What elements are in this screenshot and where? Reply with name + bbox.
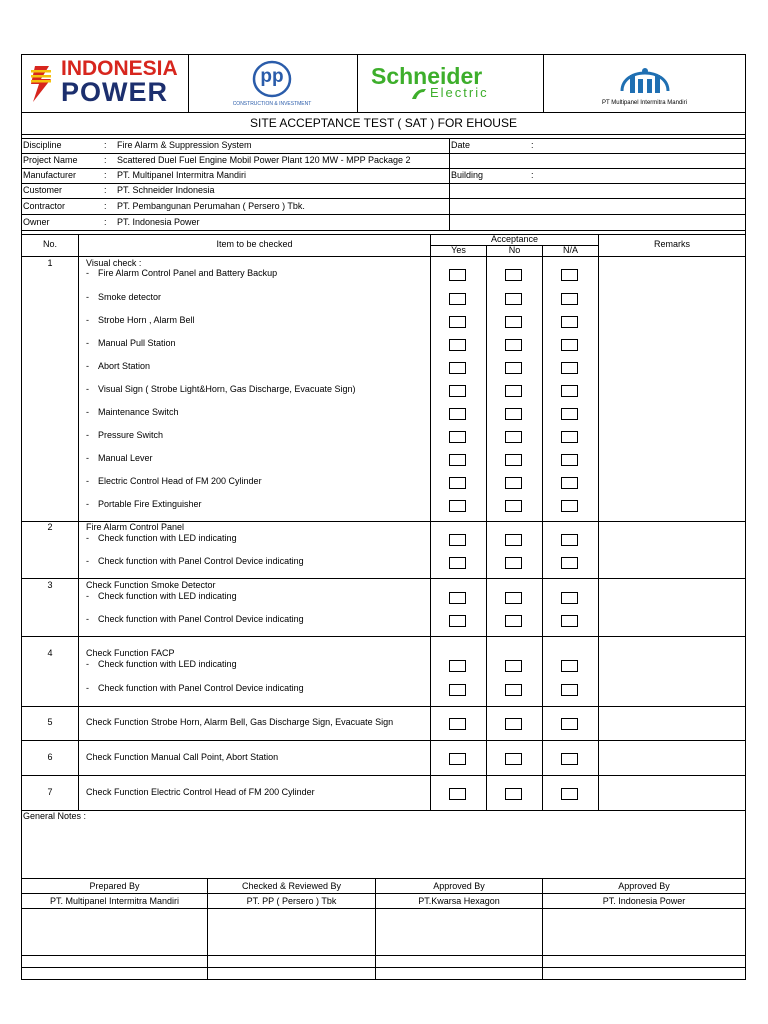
customer-value[interactable]: PT. Schneider Indonesia xyxy=(117,185,215,195)
checkbox-yes[interactable] xyxy=(449,660,466,672)
discipline-value[interactable]: Fire Alarm & Suppression System xyxy=(117,140,252,150)
checkbox-na[interactable] xyxy=(561,293,578,305)
date-value[interactable] xyxy=(540,140,740,151)
manufacturer-label: Manufacturer xyxy=(23,170,77,180)
checkbox-yes[interactable] xyxy=(449,534,466,546)
checkbox-yes[interactable] xyxy=(449,339,466,351)
general-notes-label: General Notes : xyxy=(23,811,87,821)
check-item: Check function with LED indicating xyxy=(98,533,237,543)
check-item: Visual Sign ( Strobe Light&Horn, Gas Discharge, Evacuate Sign) xyxy=(98,384,356,394)
mim-emblem-icon xyxy=(616,57,674,97)
bullet-dash: - xyxy=(86,268,89,278)
checkbox-na[interactable] xyxy=(561,500,578,512)
section-number: 7 xyxy=(47,787,53,797)
check-item: Electric Control Head of FM 200 Cylinder xyxy=(98,476,262,486)
checkbox-na[interactable] xyxy=(561,408,578,420)
section-number: 1 xyxy=(47,258,53,268)
checkbox-na[interactable] xyxy=(561,477,578,489)
signature-field-checked[interactable] xyxy=(208,909,375,955)
check-item: Smoke detector xyxy=(98,292,162,302)
bullet-dash: - xyxy=(86,315,89,325)
building-label: Building xyxy=(451,170,484,180)
lightning-icon xyxy=(29,64,55,104)
check-item: Manual Pull Station xyxy=(98,338,176,348)
general-notes-area[interactable] xyxy=(22,824,745,877)
bullet-dash: - xyxy=(86,659,89,669)
checkbox-no[interactable] xyxy=(505,788,522,800)
checkbox-yes[interactable] xyxy=(449,557,466,569)
remarks-cell[interactable] xyxy=(600,384,743,397)
discipline-label: Discipline xyxy=(23,140,62,150)
remarks-cell[interactable] xyxy=(600,499,743,512)
bullet-dash: - xyxy=(86,476,89,486)
manufacturer-value[interactable]: PT. Multipanel Intermitra Mandiri xyxy=(117,170,247,180)
schneider-logo xyxy=(357,54,542,112)
remarks-cell[interactable] xyxy=(600,683,743,696)
checkbox-yes[interactable] xyxy=(449,788,466,800)
header-no: No. xyxy=(42,239,57,249)
header-item: Item to be checked xyxy=(216,239,293,249)
checkbox-yes[interactable] xyxy=(449,408,466,420)
contractor-label: Contractor xyxy=(23,201,66,211)
header-no-option: No xyxy=(508,245,521,255)
bullet-dash: - xyxy=(86,614,89,624)
bullet-dash: - xyxy=(86,591,89,601)
company-approved-2: PT. Indonesia Power xyxy=(602,896,686,906)
checkbox-na[interactable] xyxy=(561,660,578,672)
checkbox-yes[interactable] xyxy=(449,718,466,730)
checkbox-no[interactable] xyxy=(505,408,522,420)
signature-field-prepared[interactable] xyxy=(22,909,207,955)
check-item: Check function with Panel Control Device indicating xyxy=(98,614,304,624)
checkbox-yes[interactable] xyxy=(449,500,466,512)
signature-field-approved-2[interactable] xyxy=(543,909,745,955)
owner-value[interactable]: PT. Indonesia Power xyxy=(117,217,200,227)
role-approved-by-2: Approved By xyxy=(618,881,670,891)
checkbox-yes[interactable] xyxy=(449,454,466,466)
checkbox-yes[interactable] xyxy=(449,385,466,397)
pp-tagline: CONSTRUCTION & INVESTMENT xyxy=(232,101,312,107)
section-title: Check Function Smoke Detector xyxy=(86,580,216,590)
electric-text: Electric xyxy=(430,85,489,100)
company-checked: PT. PP ( Persero ) Tbk xyxy=(246,896,337,906)
mim-caption: PT Multipanel Intermitra Mandiri xyxy=(602,100,687,106)
header-logo-row xyxy=(21,54,746,112)
customer-label: Customer xyxy=(23,185,63,195)
project-name-value[interactable]: Scattered Duel Fuel Engine Mobil Power Plant 120 MW - MPP Package 2 xyxy=(117,155,411,165)
header-acceptance: Acceptance xyxy=(490,234,539,244)
bullet-dash: - xyxy=(86,292,89,302)
check-item: Portable Fire Extinguisher xyxy=(98,499,202,509)
company-approved-1: PT.Kwarsa Hexagon xyxy=(418,896,500,906)
checkbox-yes[interactable] xyxy=(449,477,466,489)
bullet-dash: - xyxy=(86,338,89,348)
section-title: Check Function Manual Call Point, Abort Station xyxy=(86,752,279,762)
remarks-cell[interactable] xyxy=(600,476,743,489)
section-title: Check Function Strobe Horn, Alarm Bell, Gas Discharge Sign, Evacuate Sign xyxy=(86,717,394,727)
building-value[interactable] xyxy=(540,170,740,181)
remarks-cell[interactable] xyxy=(600,659,743,672)
checkbox-no[interactable] xyxy=(505,753,522,765)
checkbox-no[interactable] xyxy=(505,431,522,443)
remarks-cell[interactable] xyxy=(600,717,743,730)
check-item: Abort Station xyxy=(98,361,151,371)
checkbox-no[interactable] xyxy=(505,339,522,351)
bullet-dash: - xyxy=(86,361,89,371)
checkbox-no[interactable] xyxy=(505,557,522,569)
checkbox-na[interactable] xyxy=(561,431,578,443)
checkbox-na[interactable] xyxy=(561,362,578,374)
checkbox-no[interactable] xyxy=(505,316,522,328)
owner-label: Owner xyxy=(23,217,50,227)
form-title: SITE ACCEPTANCE TEST ( SAT ) FOR EHOUSE xyxy=(250,116,517,130)
checkbox-na[interactable] xyxy=(561,788,578,800)
checkbox-yes[interactable] xyxy=(449,592,466,604)
company-prepared: PT. Multipanel Intermitra Mandiri xyxy=(49,896,180,906)
checkbox-na[interactable] xyxy=(561,718,578,730)
building-colon: : xyxy=(531,170,534,180)
indonesia-power-logo xyxy=(21,54,187,112)
section-number: 5 xyxy=(47,717,53,727)
check-item: Check function with LED indicating xyxy=(98,591,237,601)
role-checked-reviewed-by: Checked & Reviewed By xyxy=(241,881,342,891)
bullet-dash: - xyxy=(86,499,89,509)
signature-field-approved-1[interactable] xyxy=(376,909,542,955)
checkbox-no[interactable] xyxy=(505,684,522,696)
section-number: 6 xyxy=(47,752,53,762)
check-item: Check function with Panel Control Device indicating xyxy=(98,556,304,566)
checkbox-na[interactable] xyxy=(561,454,578,466)
checkbox-yes[interactable] xyxy=(449,753,466,765)
checkbox-na[interactable] xyxy=(561,557,578,569)
remarks-cell[interactable] xyxy=(600,407,743,420)
bullet-dash: - xyxy=(86,407,89,417)
checkbox-no[interactable] xyxy=(505,269,522,281)
section-number: 2 xyxy=(47,522,53,532)
schneider-text: Schneider xyxy=(371,63,483,89)
header-remarks: Remarks xyxy=(653,239,690,249)
checkbox-yes[interactable] xyxy=(449,615,466,627)
check-item: Manual Lever xyxy=(98,453,153,463)
remarks-cell[interactable] xyxy=(600,268,743,281)
date-label: Date xyxy=(451,140,471,150)
contractor-value[interactable]: PT. Pembangunan Perumahan ( Persero ) Tbk. xyxy=(117,201,305,211)
remarks-cell[interactable] xyxy=(600,614,743,627)
check-item: Strobe Horn , Alarm Bell xyxy=(98,315,195,325)
checkbox-no[interactable] xyxy=(505,477,522,489)
checkbox-yes[interactable] xyxy=(449,684,466,696)
checkbox-no[interactable] xyxy=(505,293,522,305)
section-title: Check Function FACP xyxy=(86,648,175,658)
discipline-colon: : xyxy=(104,140,107,150)
date-colon: : xyxy=(531,140,534,150)
remarks-cell[interactable] xyxy=(600,338,743,351)
mim-logo xyxy=(543,54,746,112)
remarks-cell[interactable] xyxy=(600,556,743,569)
remarks-cell[interactable] xyxy=(600,292,743,305)
header-yes: Yes xyxy=(451,245,466,255)
checkbox-yes[interactable] xyxy=(449,362,466,374)
checkbox-no[interactable] xyxy=(505,362,522,374)
checkbox-na[interactable] xyxy=(561,269,578,281)
schneider-life-icon xyxy=(410,87,428,101)
bullet-dash: - xyxy=(86,430,89,440)
checkbox-no[interactable] xyxy=(505,615,522,627)
owner-colon: : xyxy=(104,217,107,227)
checkbox-yes[interactable] xyxy=(449,269,466,281)
remarks-cell[interactable] xyxy=(600,315,743,328)
checkbox-na[interactable] xyxy=(561,753,578,765)
bullet-dash: - xyxy=(86,556,89,566)
customer-colon: : xyxy=(104,185,107,195)
remarks-cell[interactable] xyxy=(600,591,743,604)
pp-mark: pp xyxy=(260,66,284,87)
section-title: Visual check : xyxy=(86,258,142,268)
remarks-cell[interactable] xyxy=(600,453,743,466)
checkbox-na[interactable] xyxy=(561,592,578,604)
project-name-colon: : xyxy=(104,155,107,165)
checkbox-no[interactable] xyxy=(505,660,522,672)
pp-logo xyxy=(188,54,356,112)
remarks-cell[interactable] xyxy=(600,361,743,374)
checkbox-na[interactable] xyxy=(561,385,578,397)
checkbox-na[interactable] xyxy=(561,339,578,351)
checkbox-yes[interactable] xyxy=(449,293,466,305)
indonesia-power-text-2: POWER xyxy=(61,77,169,107)
remarks-cell[interactable] xyxy=(600,533,743,546)
contractor-colon: : xyxy=(104,201,107,211)
remarks-cell[interactable] xyxy=(600,752,743,765)
check-item: Pressure Switch xyxy=(98,430,164,440)
checkbox-na[interactable] xyxy=(561,316,578,328)
section-title: Check Function Electric Control Head of FM 200 Cylinder xyxy=(86,787,315,797)
checkbox-yes[interactable] xyxy=(449,431,466,443)
checkbox-no[interactable] xyxy=(505,718,522,730)
manufacturer-colon: : xyxy=(104,170,107,180)
check-item: Maintenance Switch xyxy=(98,407,179,417)
project-name-label: Project Name xyxy=(23,155,78,165)
check-item: Fire Alarm Control Panel and Battery Backup xyxy=(98,268,278,278)
indonesia-power-text-1: INDONESIA xyxy=(61,57,178,80)
checkbox-na[interactable] xyxy=(561,615,578,627)
role-prepared-by: Prepared By xyxy=(89,881,140,891)
checkbox-no[interactable] xyxy=(505,500,522,512)
section-number: 3 xyxy=(47,580,53,590)
checkbox-yes[interactable] xyxy=(449,316,466,328)
checkbox-no[interactable] xyxy=(505,592,522,604)
checkbox-na[interactable] xyxy=(561,534,578,546)
checkbox-no[interactable] xyxy=(505,454,522,466)
bullet-dash: - xyxy=(86,453,89,463)
role-approved-by-1: Approved By xyxy=(433,881,485,891)
header-na: N/A xyxy=(562,245,578,255)
section-title: Fire Alarm Control Panel xyxy=(86,522,185,532)
check-item: Check function with Panel Control Device indicating xyxy=(98,683,304,693)
checkbox-no[interactable] xyxy=(505,385,522,397)
check-item: Check function with LED indicating xyxy=(98,659,237,669)
section-number: 4 xyxy=(47,648,53,658)
remarks-cell[interactable] xyxy=(600,430,743,443)
bullet-dash: - xyxy=(86,384,89,394)
bullet-dash: - xyxy=(86,683,89,693)
checkbox-no[interactable] xyxy=(505,534,522,546)
checkbox-na[interactable] xyxy=(561,684,578,696)
remarks-cell[interactable] xyxy=(600,787,743,800)
bullet-dash: - xyxy=(86,533,89,543)
